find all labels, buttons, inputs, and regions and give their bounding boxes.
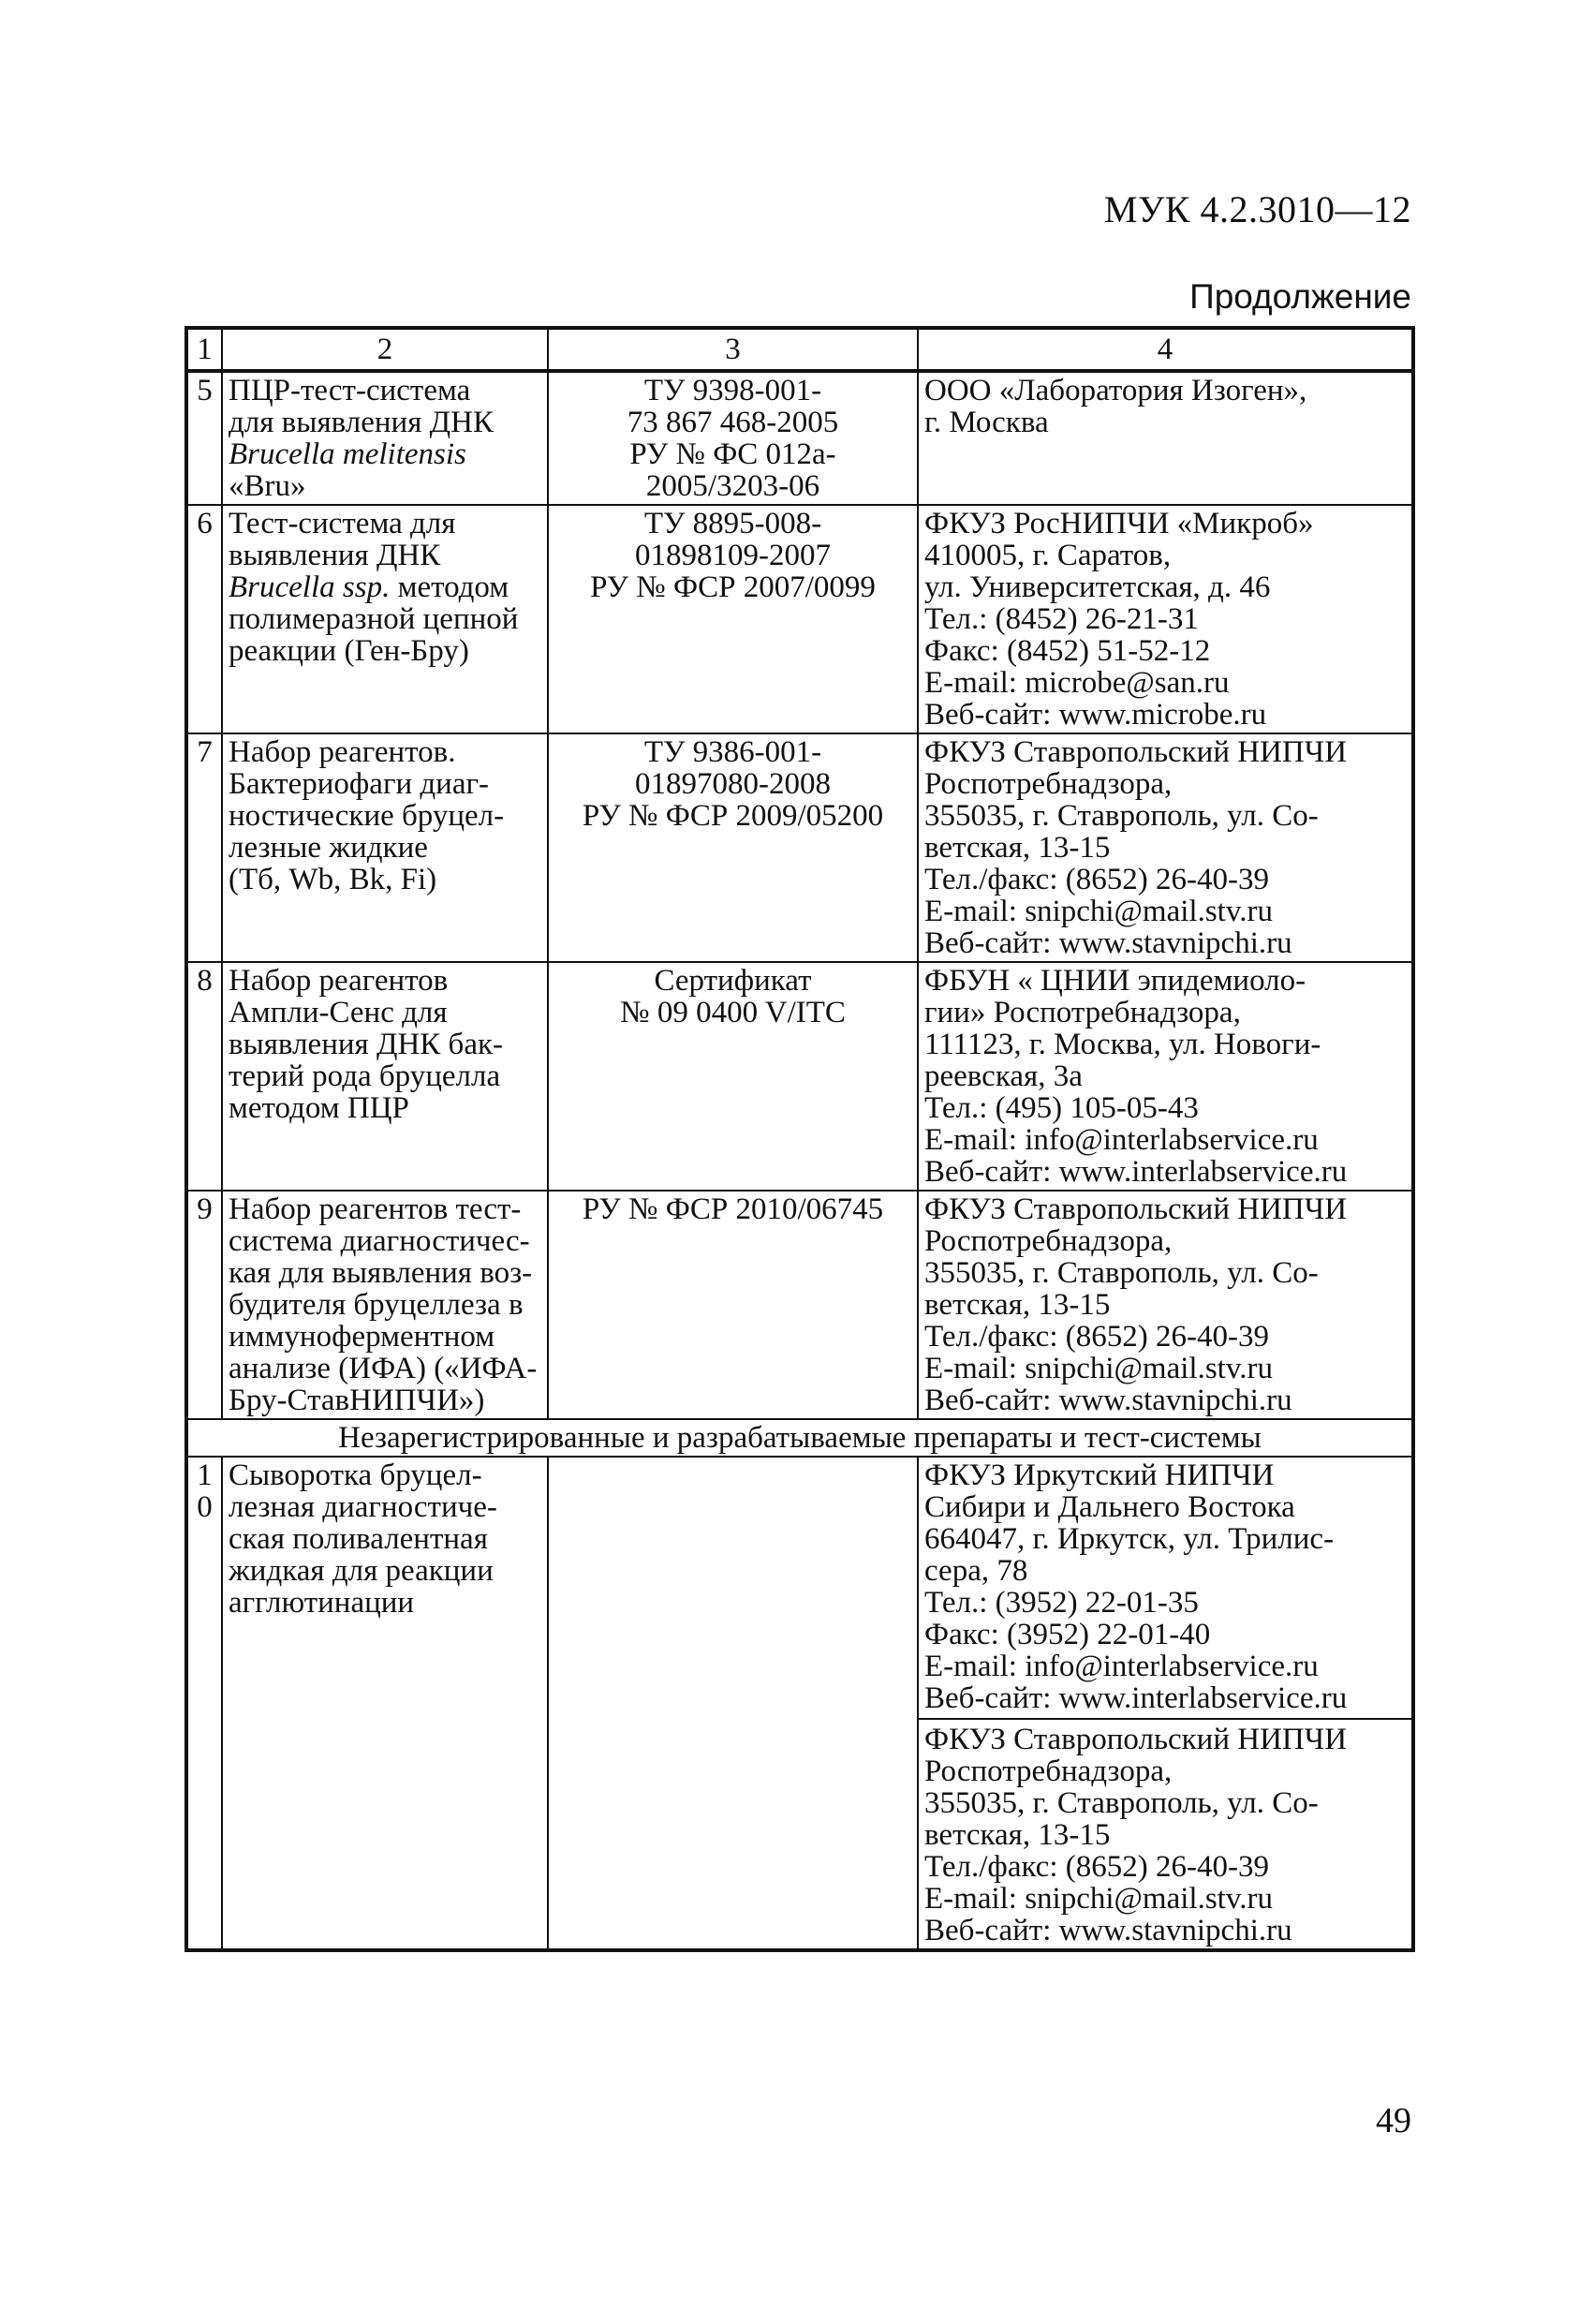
manufacturer-line: Тел./факс: (8652) 26-40-39	[924, 1320, 1269, 1354]
manufacturer-line: Роспотребнадзора,	[924, 1754, 1173, 1788]
product-name-line: методом ПЦР	[229, 1091, 409, 1125]
registration-line: 2005/3203-06	[645, 469, 820, 503]
manufacturer-line: ФБУН « ЦНИИ эпидемиоло-	[924, 964, 1306, 998]
specification-table	[184, 326, 1415, 1952]
product-name-line: Набор реагентов.	[229, 735, 456, 769]
row-number: 7	[186, 733, 222, 962]
manufacturer-line: гии» Роспотребнадзора,	[924, 996, 1241, 1029]
manufacturer-line: 355035, г. Ставрополь, ул. Со-	[924, 1786, 1319, 1820]
product-name-line: терий рода бруцелла	[229, 1059, 501, 1093]
registration-line: ТУ 8895-008-	[643, 507, 822, 540]
manufacturer-cell	[918, 371, 1413, 505]
manufacturer-line: E-mail: snipchi@mail.stv.ru	[924, 1882, 1273, 1916]
product-name-line: жидкая для реакции	[229, 1554, 494, 1588]
product-name-line: кая для выявления воз-	[229, 1256, 533, 1290]
manufacturer-line: Сибири и Дальнего Востока	[924, 1490, 1295, 1524]
manufacturer-line: реевская, 3а	[924, 1059, 1083, 1093]
row-number: 5	[186, 371, 222, 505]
manufacturer-block	[924, 508, 1406, 731]
product-name-line: ПЦР-тест-система	[229, 374, 471, 407]
manufacturer-line: Веб-сайт: www.interlabservice.ru	[924, 1155, 1348, 1189]
product-name-line: для выявления ДНК	[229, 406, 494, 439]
registration-line: РУ № ФСР 2009/05200	[582, 799, 884, 833]
product-name-line: ностические бруцел-	[229, 799, 505, 833]
manufacturer-line: Веб-сайт: www.interlabservice.ru	[924, 1681, 1348, 1715]
registration-line: РУ № ФСР 2007/0099	[590, 570, 876, 604]
registration-line: ТУ 9398-001-	[643, 374, 822, 407]
manufacturer-block	[919, 1718, 1411, 1947]
manufacturer-cell	[918, 505, 1413, 733]
product-name-cell	[222, 1191, 548, 1419]
manufacturer-line: сера, 78	[924, 1554, 1028, 1588]
manufacturer-line: ветская, 13-15	[924, 1818, 1111, 1852]
product-name-latin-line	[229, 438, 541, 502]
section-title: Незарегистрированные и разрабатываемые препараты и тест-системы	[186, 1419, 1413, 1457]
manufacturer-block	[924, 1459, 1406, 1714]
registration-cell	[548, 1457, 918, 1950]
registration-line: 73 867 468-2005	[627, 406, 839, 439]
manufacturer-line: E-mail: info@interlabservice.ru	[924, 1650, 1319, 1683]
product-name-line: выявления ДНК	[229, 539, 441, 572]
product-name-line: анализе (ИФА) («ИФА-	[229, 1352, 538, 1385]
manufacturer-cell	[918, 1191, 1413, 1419]
manufacturer-line: ФКУЗ Ставропольский НИПЧИ	[924, 1723, 1348, 1756]
product-name-tail: методом полимеразной цепной реакции (Ген-Бру)	[229, 570, 519, 668]
manufacturer-line: ул. Университетская, д. 46	[924, 570, 1271, 604]
manufacturer-line: Роспотребнадзора,	[924, 1224, 1173, 1258]
product-name-tail: «Bru»	[229, 469, 306, 503]
column-header: 4	[918, 328, 1413, 371]
manufacturer-line: 355035, г. Ставрополь, ул. Со-	[924, 1256, 1319, 1290]
column-header: 2	[222, 328, 548, 371]
manufacturer-line: Роспотребнадзора,	[924, 767, 1173, 801]
row-number: 6	[186, 505, 222, 733]
product-name-line: Сыворотка бруцел-	[229, 1458, 482, 1492]
registration-line: Сертификат	[654, 964, 812, 998]
product-name-cell	[222, 371, 548, 505]
manufacturer-line: ООО «Лаборатория Изоген»,	[924, 374, 1307, 407]
manufacturer-block	[924, 375, 1406, 438]
table-row	[186, 1457, 1413, 1950]
registration-line: РУ № ФС 012а-	[629, 437, 836, 471]
manufacturer-line: Веб-сайт: www.stavnipchi.ru	[924, 926, 1292, 960]
manufacturer-line: ФКУЗ РосНИПЧИ «Микроб»	[924, 507, 1314, 540]
page-number: 49	[1376, 2101, 1411, 2140]
manufacturer-line: ФКУЗ Ставропольский НИПЧИ	[924, 1192, 1348, 1226]
product-name-line: Ампли-Сенс для	[229, 996, 448, 1029]
product-name-cell	[222, 1457, 548, 1950]
product-name-line: агглютинации	[229, 1586, 415, 1620]
manufacturer-block	[924, 736, 1406, 959]
manufacturer-line: Тел.: (8452) 26-21-31	[924, 602, 1199, 636]
manufacturer-line: Тел./факс: (8652) 26-40-39	[924, 863, 1269, 896]
row-number: 8	[186, 962, 222, 1191]
manufacturer-line: Факс: (8452) 51-52-12	[924, 634, 1211, 668]
registration-cell	[548, 505, 918, 733]
manufacturer-line: E-mail: snipchi@mail.stv.ru	[924, 895, 1273, 928]
product-name-line: (Тб, Wb, Bk, Fi)	[229, 863, 437, 896]
registration-cell	[548, 1191, 918, 1419]
product-name-latin-line	[229, 571, 541, 667]
product-name-cell	[222, 962, 548, 1191]
column-header: 3	[548, 328, 918, 371]
product-name-line: Тест-система для	[229, 507, 456, 540]
section-row	[186, 1419, 1413, 1457]
manufacturer-block	[924, 965, 1406, 1188]
product-name-latin: Brucella melitensis	[229, 437, 466, 471]
registration-line: 01897080-2008	[635, 767, 831, 801]
product-name-line: выявления ДНК бак-	[229, 1028, 504, 1061]
row-number: 9	[186, 1191, 222, 1419]
column-header: 1	[186, 328, 222, 371]
manufacturer-line: ветская, 13-15	[924, 1288, 1111, 1322]
product-name-line: ская поливалентная	[229, 1522, 488, 1556]
manufacturer-line: E-mail: snipchi@mail.stv.ru	[924, 1352, 1273, 1385]
product-name-line: лезная диагностиче-	[229, 1490, 497, 1524]
manufacturer-line: Факс: (3952) 22-01-40	[924, 1618, 1211, 1651]
registration-cell	[548, 371, 918, 505]
manufacturer-line: 410005, г. Саратов,	[924, 539, 1172, 572]
table-body	[186, 371, 1413, 1950]
product-name-latin: Brucella ssp.	[229, 570, 391, 604]
manufacturer-line: ФКУЗ Иркутский НИПЧИ	[924, 1458, 1275, 1492]
manufacturer-line: Веб-сайт: www.microbe.ru	[924, 698, 1267, 732]
manufacturer-line: Тел./факс: (8652) 26-40-39	[924, 1850, 1269, 1884]
manufacturer-line: 111123, г. Москва, ул. Новоги-	[924, 1028, 1321, 1061]
registration-cell	[548, 733, 918, 962]
product-name-line: иммуноферментном	[229, 1320, 495, 1354]
manufacturer-line: E-mail: microbe@san.ru	[924, 666, 1230, 700]
table-row	[186, 371, 1413, 505]
row-number: 10	[186, 1457, 222, 1950]
registration-line: 01898109-2007	[635, 539, 831, 572]
continuation-label: Продолжение	[1189, 277, 1411, 316]
manufacturer-line: г. Москва	[924, 406, 1049, 439]
product-name-cell	[222, 505, 548, 733]
product-name-line: будителя бруцеллеза в	[229, 1288, 524, 1322]
manufacturer-line: E-mail: info@interlabservice.ru	[924, 1123, 1319, 1157]
product-name-line: Бру-СтавНИПЧИ»)	[229, 1384, 485, 1417]
manufacturer-line: ветская, 13-15	[924, 831, 1111, 865]
header-row	[186, 328, 1413, 371]
manufacturer-line: ФКУЗ Ставропольский НИПЧИ	[924, 735, 1348, 769]
registration-line: ТУ 9386-001-	[643, 735, 822, 769]
manufacturer-line: 355035, г. Ставрополь, ул. Со-	[924, 799, 1319, 833]
manufacturer-line: Веб-сайт: www.stavnipchi.ru	[924, 1384, 1292, 1417]
table-header	[186, 328, 1413, 371]
product-name-line: система диагностичес-	[229, 1224, 530, 1258]
product-name-cell	[222, 733, 548, 962]
document-code: МУК 4.2.3010—12	[1103, 188, 1411, 230]
manufacturer-cell	[918, 733, 1413, 962]
manufacturer-cell	[918, 962, 1413, 1191]
product-name-line: Бактериофаги диаг-	[229, 767, 490, 801]
table-row	[186, 1191, 1413, 1419]
table-row	[186, 505, 1413, 733]
manufacturer-line: Веб-сайт: www.stavnipchi.ru	[924, 1914, 1292, 1947]
registration-line: № 09 0400 V/ITC	[620, 996, 846, 1029]
manufacturer-line: Тел.: (495) 105-05-43	[924, 1091, 1199, 1125]
table-row	[186, 962, 1413, 1191]
table-row	[186, 733, 1413, 962]
product-name-line: Набор реагентов	[229, 964, 449, 998]
registration-line: РУ № ФСР 2010/06745	[582, 1192, 884, 1226]
product-name-line: Набор реагентов тест-	[229, 1192, 522, 1226]
manufacturer-line: Тел.: (3952) 22-01-35	[924, 1586, 1199, 1620]
manufacturer-cell	[918, 1457, 1413, 1950]
registration-cell	[548, 962, 918, 1191]
manufacturer-line: 664047, г. Иркутск, ул. Трилис-	[924, 1522, 1335, 1556]
manufacturer-block	[924, 1193, 1406, 1416]
product-name-line: лезные жидкие	[229, 831, 428, 865]
